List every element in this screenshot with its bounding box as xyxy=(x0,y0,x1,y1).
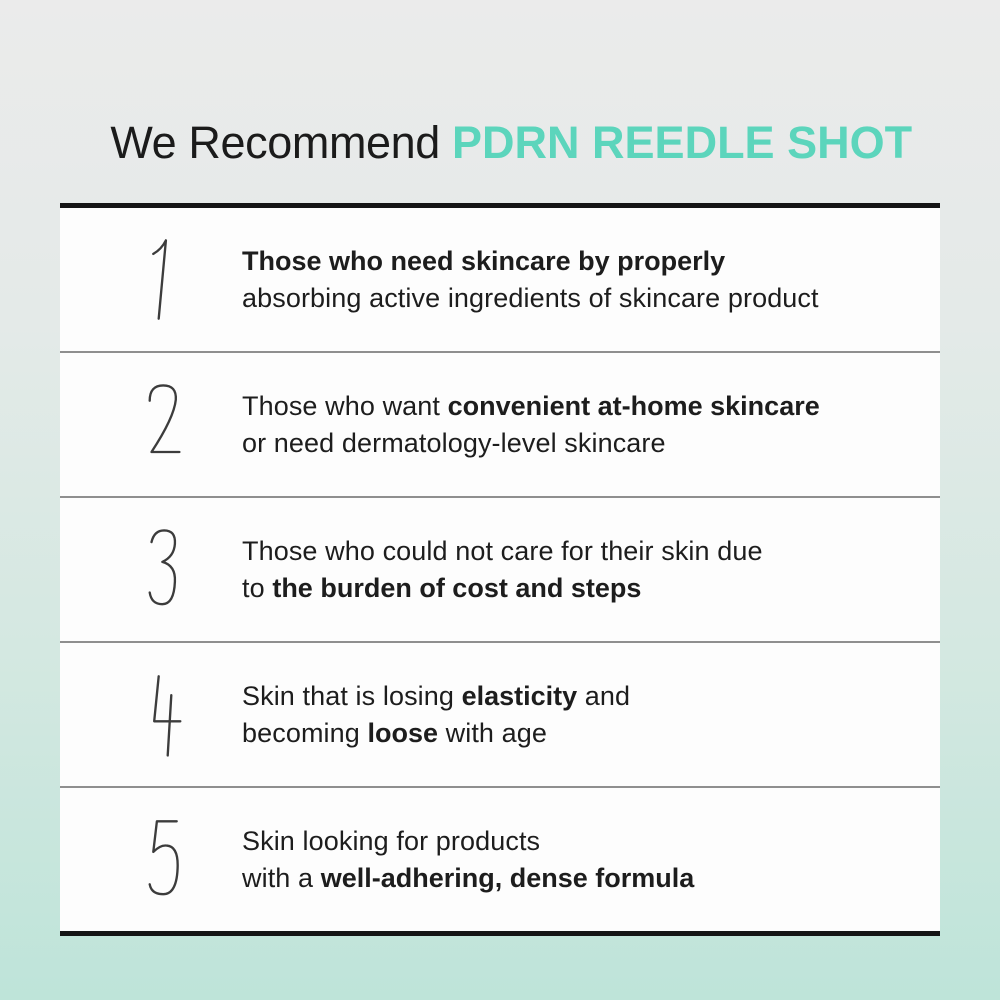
item-text-line2: becoming loose with age xyxy=(242,717,547,748)
item-number-cell xyxy=(60,524,242,616)
item-text xyxy=(242,243,940,317)
item-text xyxy=(242,533,940,607)
list-item xyxy=(60,641,940,786)
item-text-line2: or need dermatology-level skincare xyxy=(242,427,666,458)
item-text-line1: Skin that is losing elasticity and xyxy=(242,680,631,711)
item-text-line1: Those who could not care for their skin due xyxy=(242,535,763,566)
item-number-1-glyph xyxy=(138,234,192,326)
item-text-line1: Skin looking for products xyxy=(242,825,541,856)
item-number-2-glyph xyxy=(138,379,192,471)
item-number-cell xyxy=(60,379,242,471)
product-name-highlight: PDRN REEDLE SHOT xyxy=(452,117,913,168)
item-text-line2: with a well-adhering, dense formula xyxy=(242,862,695,893)
item-text xyxy=(242,823,940,897)
item-text-line1: Those who want convenient at-home skincare xyxy=(242,390,820,421)
recommendation-list xyxy=(60,203,940,936)
item-number-cell xyxy=(60,669,242,761)
item-number-cell xyxy=(60,814,242,906)
list-item xyxy=(60,351,940,496)
item-text-line1: Those who need skincare by properly xyxy=(242,245,726,276)
list-item xyxy=(60,786,940,931)
title-prefix: We Recommend xyxy=(110,117,453,168)
item-text xyxy=(242,678,940,752)
item-number-4-glyph xyxy=(138,669,192,761)
item-number-5-glyph xyxy=(138,814,192,906)
item-number-3-glyph xyxy=(138,524,192,616)
list-item xyxy=(60,496,940,641)
item-number-cell xyxy=(60,234,242,326)
item-text xyxy=(242,388,940,462)
item-text-line2: absorbing active ingredients of skincare product xyxy=(242,282,819,313)
list-item xyxy=(60,208,940,351)
item-text-line2: to the burden of cost and steps xyxy=(242,572,642,603)
